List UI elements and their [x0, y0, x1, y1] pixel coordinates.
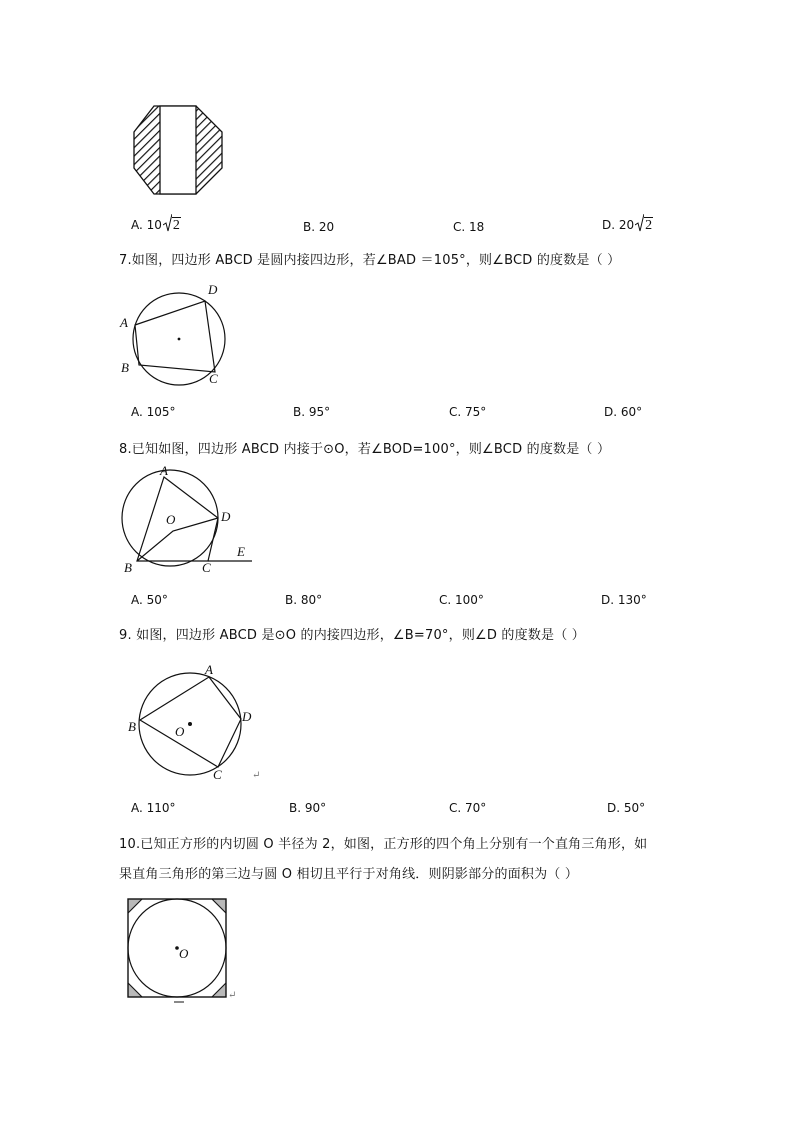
q8-label-c: C [202, 560, 211, 575]
q9-option-a[interactable]: A. 110° [131, 801, 176, 815]
sqrt-symbol: 2 [163, 218, 181, 234]
q8-label-e: E [237, 544, 245, 559]
q6-option-b[interactable]: B. 20 [303, 220, 335, 234]
q6-option-d[interactable]: D. 20 2 [602, 218, 653, 234]
q10-question-line2: 果直角三角形的第三边与圆 O 相切且平行于对角线．则阴影部分的面积为（ ） [119, 867, 579, 882]
q9-label-a: A [205, 662, 213, 677]
q7-label-b: B [121, 360, 129, 375]
q7-label-c: C [209, 371, 218, 386]
return-mark: ↵ [252, 770, 261, 781]
q8-option-d[interactable]: D. 130° [601, 593, 647, 607]
q7-label-a: A [120, 315, 128, 330]
q8-label-a: A [160, 463, 168, 478]
q9-option-c[interactable]: C. 70° [449, 801, 487, 815]
q7-option-a[interactable]: A. 105° [131, 405, 176, 419]
q9-label-o: O [175, 724, 185, 739]
q9-label-b: B [128, 719, 136, 734]
q7-question: 7.如图，四边形 ABCD 是圆内接四边形，若∠BAD ＝105°，则∠BCD 的度数是（ ） [119, 253, 621, 268]
q8-option-c[interactable]: C. 100° [439, 593, 484, 607]
q9-figure [124, 660, 269, 785]
q8-figure [115, 463, 260, 578]
q8-label-d: D [221, 509, 231, 524]
q9-label-d: D [242, 709, 252, 724]
q6-option-c[interactable]: C. 18 [453, 220, 485, 234]
q7-figure [115, 280, 240, 388]
q8-label-b: B [124, 560, 132, 575]
q7-option-b[interactable]: B. 95° [293, 405, 331, 419]
q10-figure [122, 893, 247, 1008]
q9-option-d[interactable]: D. 50° [607, 801, 646, 815]
q9-question: 9. 如图，四边形 ABCD 是⊙O 的内接四边形，∠B=70°，则∠D 的度数是（ ） [119, 628, 585, 643]
q10-question-line1: 10.已知正方形的内切圆 O 半径为 2，如图，正方形的四个角上分别有一个直角三角形，如 [119, 837, 648, 852]
q8-question: 8.已知如图，四边形 ABCD 内接于⊙O，若∠BOD=100°，则∠BCD 的度数是（ ） [119, 442, 611, 457]
q6-option-a[interactable]: A. 10 2 [131, 218, 181, 234]
q7-option-d[interactable]: D. 60° [604, 405, 643, 419]
sqrt-symbol: 2 [635, 218, 653, 234]
q9-label-c: C [213, 767, 222, 782]
q10-label-o: O [179, 946, 189, 961]
q7-label-d: D [208, 282, 218, 297]
q9-option-b[interactable]: B. 90° [289, 801, 327, 815]
q8-option-a[interactable]: A. 50° [131, 593, 168, 607]
return-mark: ↵ [228, 990, 237, 1001]
q8-label-o: O [166, 512, 176, 527]
q8-option-b[interactable]: B. 80° [285, 593, 323, 607]
q6-figure [128, 102, 228, 198]
q7-option-c[interactable]: C. 75° [449, 405, 487, 419]
